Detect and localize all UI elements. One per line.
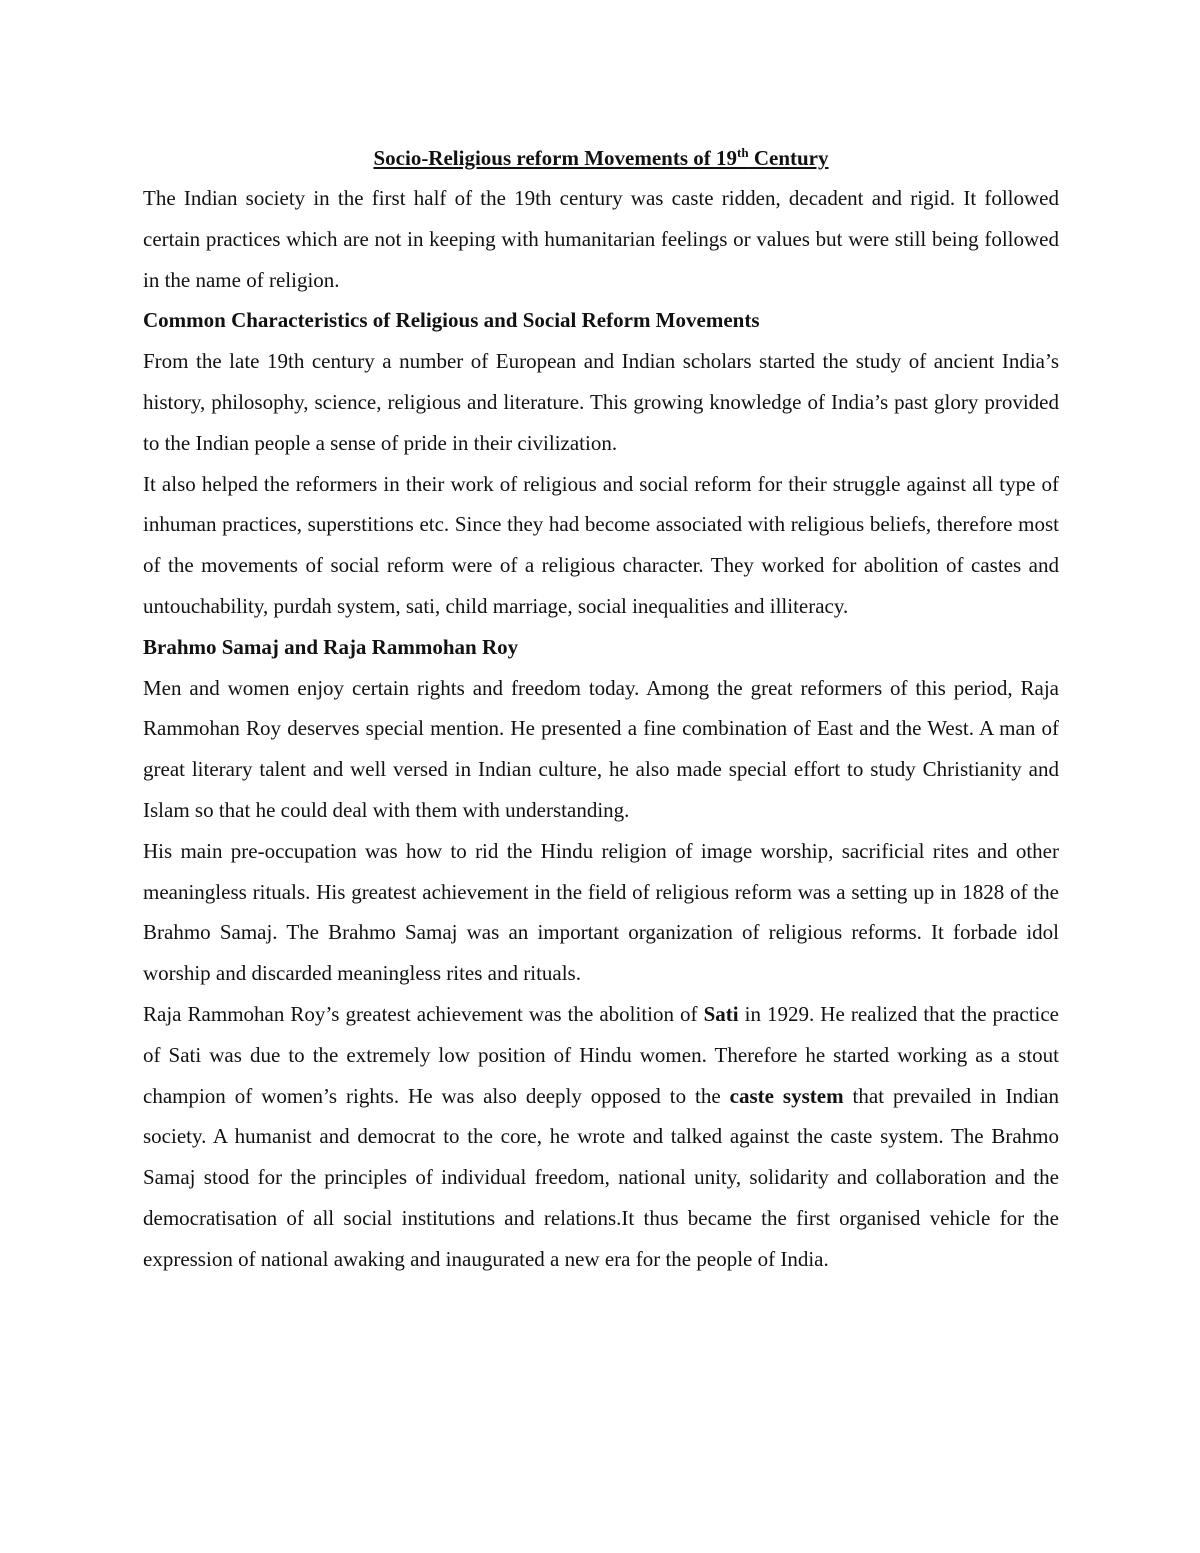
paragraph-preoccupation: His main pre-occupation was how to rid the Hindu religion of image worship, sacrificial rites and other meaningless rituals. His greatest achievement in the field of religious reform was a setting up in 1828 of the Brahmo Samaj. The Brahmo Samaj was an important organization of religious reforms. It forbade idol worship and discarded meaningless rites and rituals. [143, 838, 1059, 986]
caste-system-bold: caste system [729, 1083, 844, 1108]
document-title [143, 138, 1059, 178]
title-superscript: th [737, 145, 749, 160]
achievement-text-c: in 1929. He realized that the practice of Sati was due to the extremely low position of Hindu women. Therefore he started working as a stout champion of women’s rights. He was also deeply opposed to the [143, 1001, 1060, 1108]
achievement-text-e: that prevailed in Indian society. A humanist and democrat to the core, he wrote and talked against the caste system. The Brahmo Samaj stood for the principles of individual freedom, national unity, solidarity and collaboration and the democratisation of all social institutions and relations.It thus became the first organised vehicle for the expression of national awaking and inaugurated a new era for the people of India. [143, 1083, 1059, 1271]
intro-paragraph: The Indian society in the first half of the 19th century was caste ridden, decadent and rigid. It followed certain practices which are not in keeping with humanitarian feelings or values but were still being followed in the name of religion. [143, 186, 1059, 292]
document-page [143, 138, 1059, 1280]
title-main: Socio-Religious reform Movements of 19 [373, 146, 738, 170]
sati-bold: Sati [703, 1001, 739, 1026]
paragraph-achievement [143, 994, 1059, 1280]
paragraph-reformers: It also helped the reformers in their work of religious and social reform for their struggle against all type of inhuman practices, superstitions etc. Since they had become associated with religious beliefs, therefore most of the movements of social reform were of a religious character. They worked for abolition of castes and untouchability, purdah system, sati, child marriage, social inequalities and illiteracy. [143, 471, 1059, 618]
paragraph-rammohan-roy: Men and women enjoy certain rights and freedom today. Among the great reformers of this period, Raja Rammohan Roy deserves special mention. He presented a fine combination of East and the West. A man of great literary talent and well versed in Indian culture, he also made special effort to study Christianity and Islam so that he could deal with them with understanding. [143, 675, 1059, 822]
section-heading-common-characteristics: Common Characteristics of Religious and Social Reform Movements [143, 308, 760, 333]
paragraph-scholars: From the late 19th century a number of European and Indian scholars started the study of ancient India’s history, philosophy, science, religious and literature. This growing knowledge of India’s past glory provided to the Indian people a sense of pride in their civilization. [143, 349, 1059, 455]
title-tail: Century [748, 146, 829, 170]
achievement-text-a: Raja Rammohan Roy’s greatest achievement was the abolition of [143, 1001, 704, 1026]
section-heading-brahmo-samaj: Brahmo Samaj and Raja Rammohan Roy [143, 634, 519, 659]
